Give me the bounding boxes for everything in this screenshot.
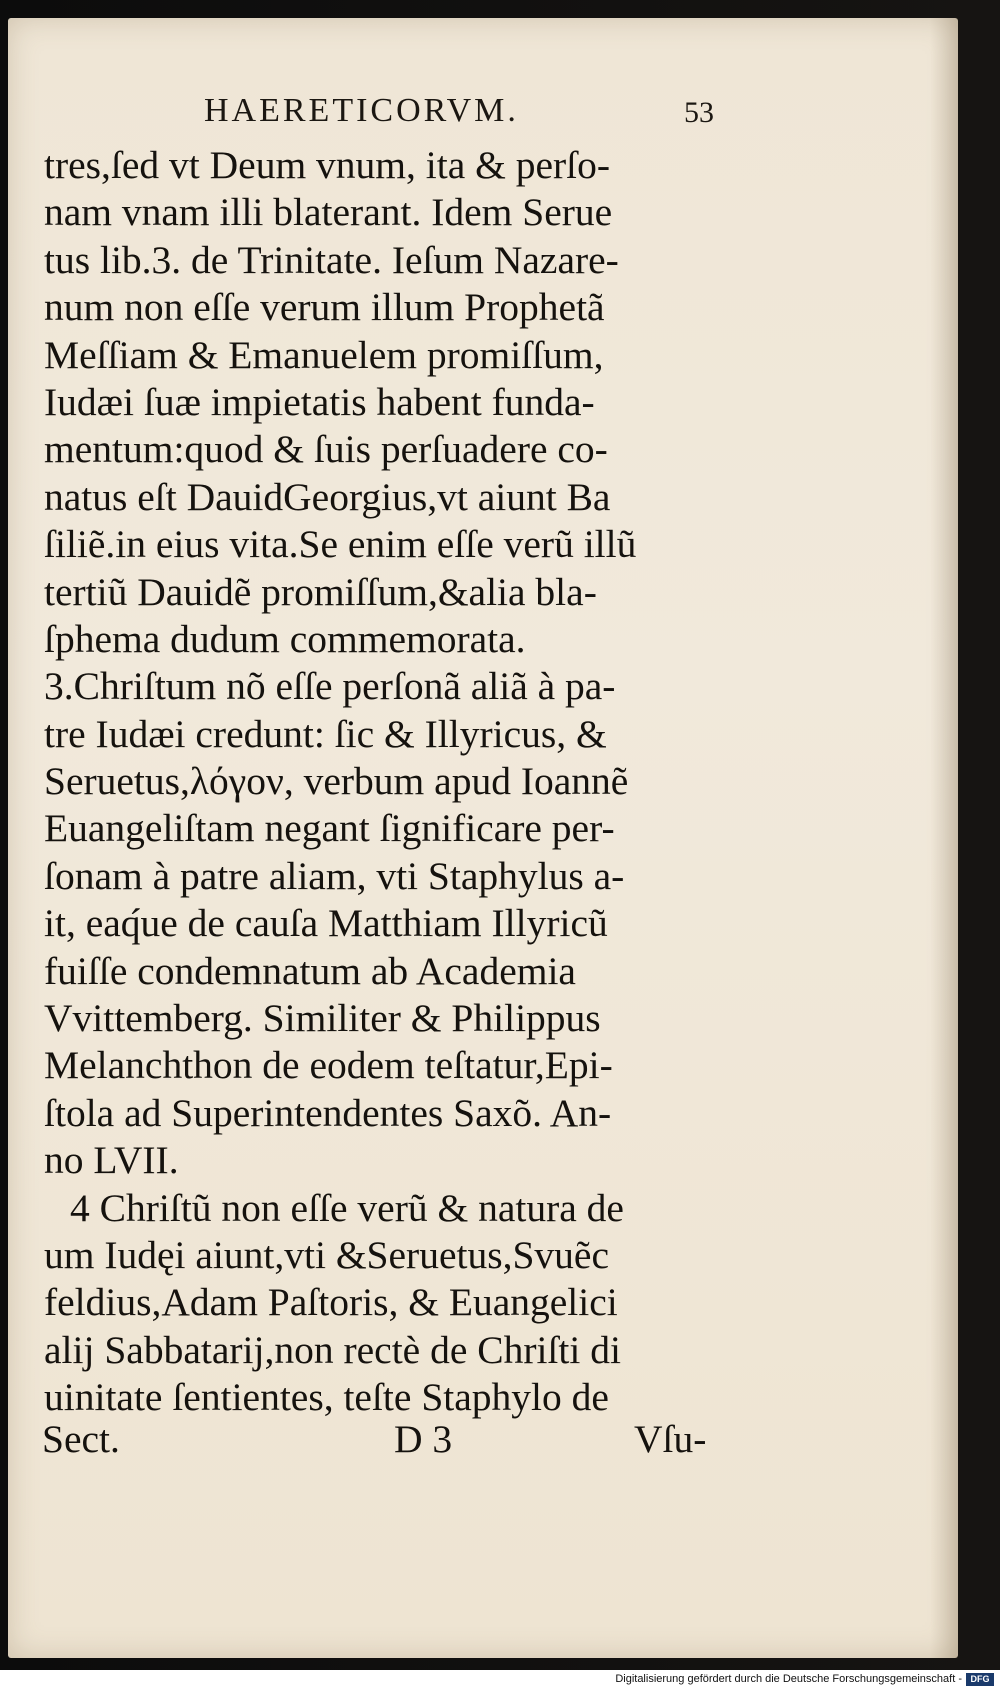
text-line: ſiliẽ.in eius vita.Se enim eſſe verũ illũ [44, 522, 637, 567]
catchword: Vſu- [634, 1417, 707, 1461]
text-line: num non eſſe verum illum Prophetã [44, 285, 605, 330]
page-edge-shadow [930, 18, 958, 1658]
text-line: it, eaq́ue de cauſa Matthiam Illyricũ [44, 901, 608, 946]
text-line: ſphema dudum commemorata. [44, 616, 526, 661]
page-footer [42, 1416, 742, 1466]
text-line: no LVII. [44, 1138, 179, 1183]
text-line: fuiſſe condemnatum ab Academia [44, 948, 576, 993]
text-line: uinitate ſentientes, teſte Staphylo de [44, 1375, 609, 1420]
text-line: tre Iudæi credunt: ſic & Illyricus, & [44, 711, 607, 756]
text-line: feldius,Adam Paſtoris, & Euangelici [44, 1280, 618, 1325]
text-line: Melanchthon de eodem teſtatur,Epi- [44, 1043, 613, 1088]
page-header [8, 84, 958, 134]
text-line: mentum:quod & ſuis perſuadere co- [44, 427, 608, 472]
last-line-word: Sect. [42, 1417, 120, 1461]
text-line: nam vnam illi blaterant. Idem Serue [44, 190, 613, 235]
credit-bar [0, 1670, 1000, 1690]
text-line: Euangeliſtam negant ſignificare per- [44, 806, 615, 851]
text-line: Seruetus,λόγον, verbum apud Ioannẽ [44, 759, 629, 804]
text-line: tres,ſed vt Deum vnum, ita & perſo- [44, 143, 611, 187]
text-line: alij Sabbatarij,non rectè de Chriſti di [44, 1327, 621, 1372]
text-line: 3.Chriſtum nõ eſſe perſonã aliã à pa- [44, 664, 616, 709]
text-line: Vvittemberg. Similiter & Philippus [44, 996, 601, 1041]
page-number: 53 [684, 96, 714, 129]
text-line: natus eſt DauidGeorgius,vt aiunt Ba [44, 474, 611, 519]
text-line: um Iudęi aiunt,vti &Seruetus,Svuẽc [44, 1232, 609, 1277]
signature-mark: D 3 [394, 1417, 453, 1461]
text-line: Meſſiam & Emanuelem promiſſum, [44, 332, 604, 377]
text-line: Iudæi ſuæ impietatis habent funda- [44, 379, 595, 424]
dfg-logo-icon: DFG [966, 1673, 994, 1686]
funding-credit: Digitalisierung gefördert durch die Deutsche Forschungsgemeinschaft - [615, 1673, 962, 1685]
text-line: ſtola ad Superintendentes Saxõ. An- [44, 1090, 612, 1135]
text-line: tertiũ Dauidẽ promiſſum,&alia bla- [44, 569, 597, 614]
body-text [44, 142, 734, 1422]
book-page [8, 18, 958, 1658]
text-line: tus lib.3. de Trinitate. Ieſum Nazare- [44, 237, 619, 282]
text-line: ſonam à patre aliam, vti Staphylus a- [44, 853, 625, 898]
running-head: HAERETICORVM. [204, 92, 519, 129]
text-line: 4 Chriſtũ non eſſe verũ & natura de [70, 1185, 624, 1230]
